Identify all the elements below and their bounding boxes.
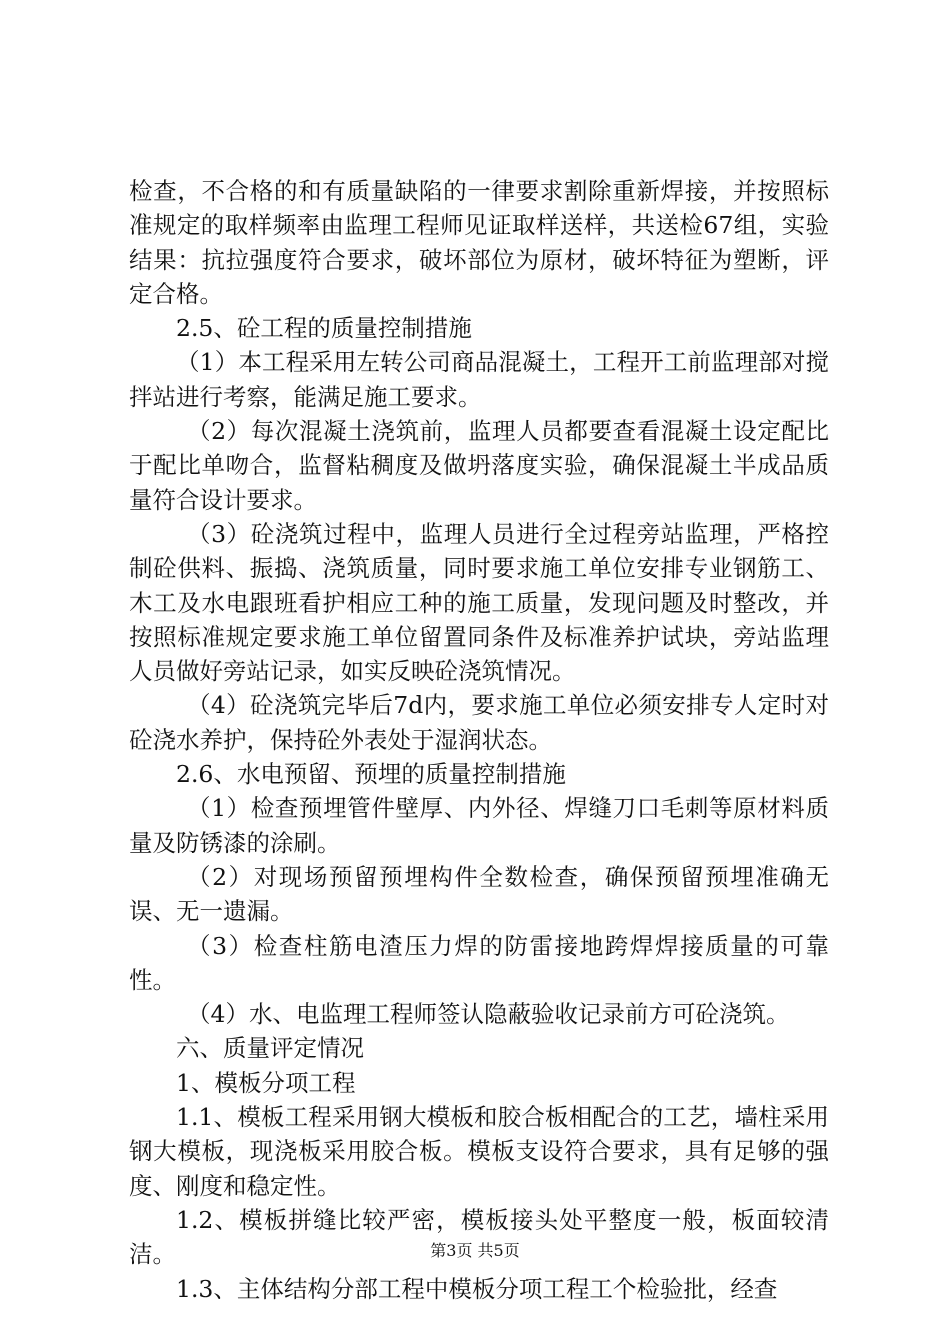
body-paragraph: 1.3、主体结构分部工程中模板分项工程工个检验批，经查 <box>176 1274 778 1303</box>
body-paragraph: 检查，不合格的和有质量缺陷的一律要求割除重新焊接，并按照标准规定的取样频率由监理工程师见证取样送样，共送检67组，实验结果：抗拉强度符合要求，破坏部位为原材，破坏特征为塑断，评定合格。 <box>129 177 829 308</box>
page-number-footer: 第3页 共5页 <box>430 1241 520 1260</box>
section-heading-6: 六、质量评定情况 <box>176 1034 364 1063</box>
body-paragraph: （4）砼浇筑完毕后7d内，要求施工单位必须安排专人定时对砼浇水养护，保持砼外表处于湿润状态。 <box>129 691 829 754</box>
subsection-heading-1: 1、模板分项工程 <box>176 1068 356 1097</box>
body-paragraph: （1）本工程采用左转公司商品混凝土，工程开工前监理部对搅拌站进行考察，能满足施工要求。 <box>129 348 829 411</box>
document-body <box>129 174 829 1306</box>
body-paragraph: （2）每次混凝土浇筑前，监理人员都要查看混凝土设定配比于配比单吻合，监督粘稠度及做坍落度实验，确保混凝土半成品质量符合设计要求。 <box>129 417 829 514</box>
section-heading-2-6: 2.6、水电预留、预埋的质量控制措施 <box>176 760 566 789</box>
body-paragraph: （1）检查预埋管件壁厚、内外径、焊缝刀口毛刺等原材料质量及防锈漆的涂刷。 <box>129 794 829 857</box>
body-paragraph: （2）对现场预留预埋构件全数检查，确保预留预埋准确无误、无一遗漏。 <box>129 862 829 926</box>
body-paragraph: （4）水、电监理工程师签认隐蔽验收记录前方可砼浇筑。 <box>187 1000 790 1029</box>
body-paragraph: （3）检查柱筋电渣压力焊的防雷接地跨焊焊接质量的可靠性。 <box>129 931 829 994</box>
section-heading-2-5: 2.5、砼工程的质量控制措施 <box>176 314 472 343</box>
body-paragraph: 1.2、模板拼缝比较严密，模板接头处平整度一般，板面较清洁。 <box>129 1205 829 1269</box>
body-paragraph: （3）砼浇筑过程中，监理人员进行全过程旁站监理，严格控制砼供料、振捣、浇筑质量，同时要求施工单位安排专业钢筋工、木工及水电跟班看护相应工种的施工质量，发现问题及时整改，并按照标准规定要求施工单位留置同条件及标准养护试块，旁站监理人员做好旁站记录，如实反映砼浇筑情况。 <box>129 519 829 686</box>
body-paragraph: 1.1、模板工程采用钢大模板和胶合板相配合的工艺，墙柱采用钢大模板，现浇板采用胶合板。模板支设符合要求，具有足够的强度、刚度和稳定性。 <box>129 1103 829 1200</box>
